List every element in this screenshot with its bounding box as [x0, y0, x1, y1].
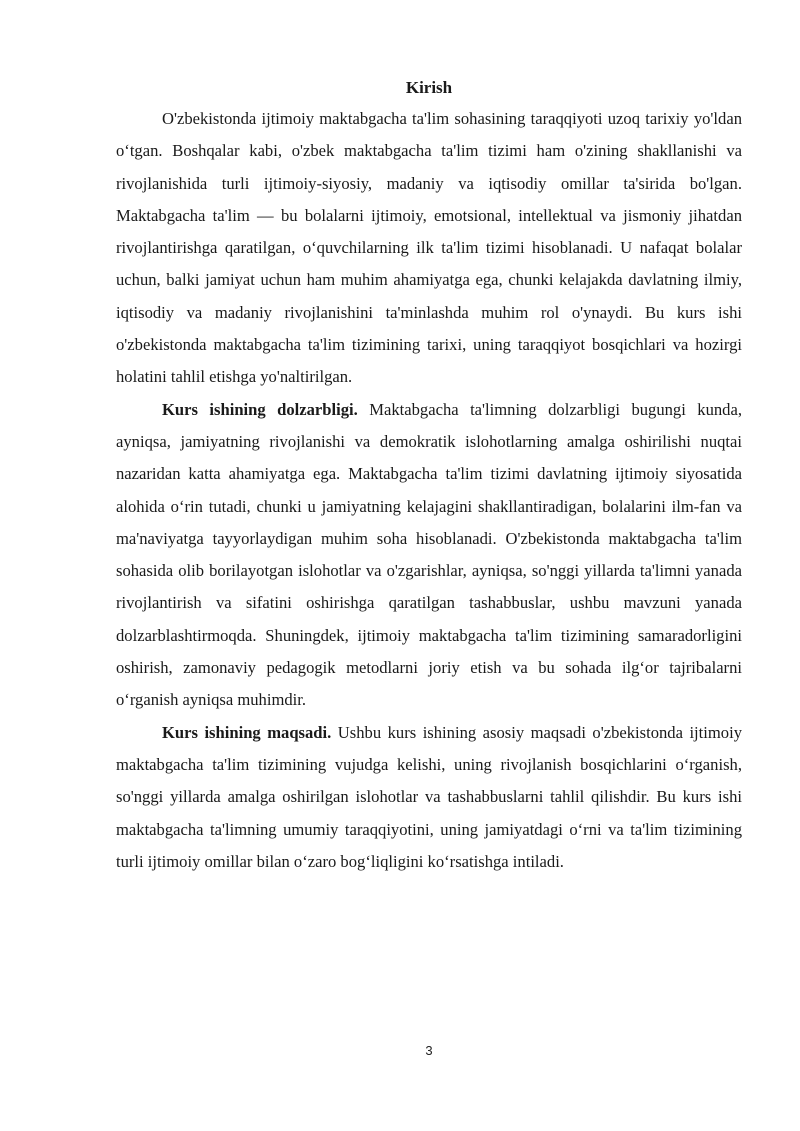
section-title: Kirish — [405, 78, 453, 97]
page-number: 3 — [425, 1043, 433, 1058]
paragraph-intro — [116, 103, 742, 394]
paragraph-text: Maktabgacha ta'limning dolzarbligi bugungi kunda, ayniqsa, jamiyatning rivojlanishi va demokratik islohotlarning amalga oshirilishi nuqtai nazaridan katta ahamiyatga ega. Maktabgacha ta'lim tizimi davlatning ijtimoiy siyosatida alohida o‘rin tutadi, chunki u jamiyatning kelajagini shakllantiradigan, bolalarini ilm-fan va ma'naviyatga tayyorlaydigan muhim soha hisoblanadi. O'zbekistonda maktabgacha ta'lim sohasida olib borilayotgan islohotlar va o'zgarishlar, ayniqsa, so'nggi yillarda ta'limni yanada rivojlantirish va sifatini oshirishga qaratilgan tashabbuslar, ushbu mavzuni yanada dolzarblashtirmoqda. Shuningdek, ijtimoiy maktabgacha ta'lim tizimining samaradorligini oshirish, zamonaviy pedagogik metodlarni joriy etish va bu sohada ilg‘or tajribalarni o‘rganish ayniqsa muhimdir. — [116, 399, 742, 710]
document-page — [116, 75, 742, 878]
paragraph-goal — [116, 717, 742, 878]
paragraph-text: Ushbu kurs ishining asosiy maqsadi o'zbekistonda ijtimoiy maktabgacha ta'lim tizimining vujudga kelishi, uning rivojlanish bosqichlarini o‘rganish, so'nggi yillarda amalga oshirilgan islohotlar va tashabbuslarni tahlil qilishdir. Bu kurs ishi maktabgacha ta'limning umumiy taraqqiyotini, uning jamiyatdagi o‘rni va ta'lim tizimining turli ijtimoiy omillar bilan o‘zaro bog‘liqligini ko‘rsatishga intiladi. — [116, 722, 742, 871]
paragraph-lead-relevance: Kurs ishining dolzarbligi. — [162, 399, 358, 419]
paragraph-relevance — [116, 394, 742, 717]
paragraph-text: O'zbekistonda ijtimoiy maktabgacha ta'lim sohasining taraqqiyoti uzoq tarixiy yo'ldan o‘tgan. Boshqalar kabi, o'zbek maktabgacha ta'lim tizimi ham o'zining shakllanishi va rivojlanishida turli ijtimoiy-siyosiy, madaniy va iqtisodiy omillar ta'sirida bo'lgan. Maktabgacha ta'lim — bu bolalarni ijtimoiy, emotsional, intellektual va jismoniy jihatdan rivojlantirishga qaratilgan, o‘quvchilarning ilk ta'lim tizimi hisoblanadi. U nafaqat bolalar uchun, balki jamiyat uchun ham muhim ahamiyatga ega, chunki kelajakda davlatning ilmiy, iqtisodiy va madaniy rivojlanishini ta'minlashda muhim rol o'ynaydi. Bu kurs ishi o'zbekistonda maktabgacha ta'lim tizimining tarixi, uning taraqqiyot bosqichlari va hozirgi holatini tahlil etishga yo'naltirilgan. — [116, 109, 742, 387]
paragraph-lead-goal: Kurs ishining maqsadi. — [162, 722, 332, 742]
